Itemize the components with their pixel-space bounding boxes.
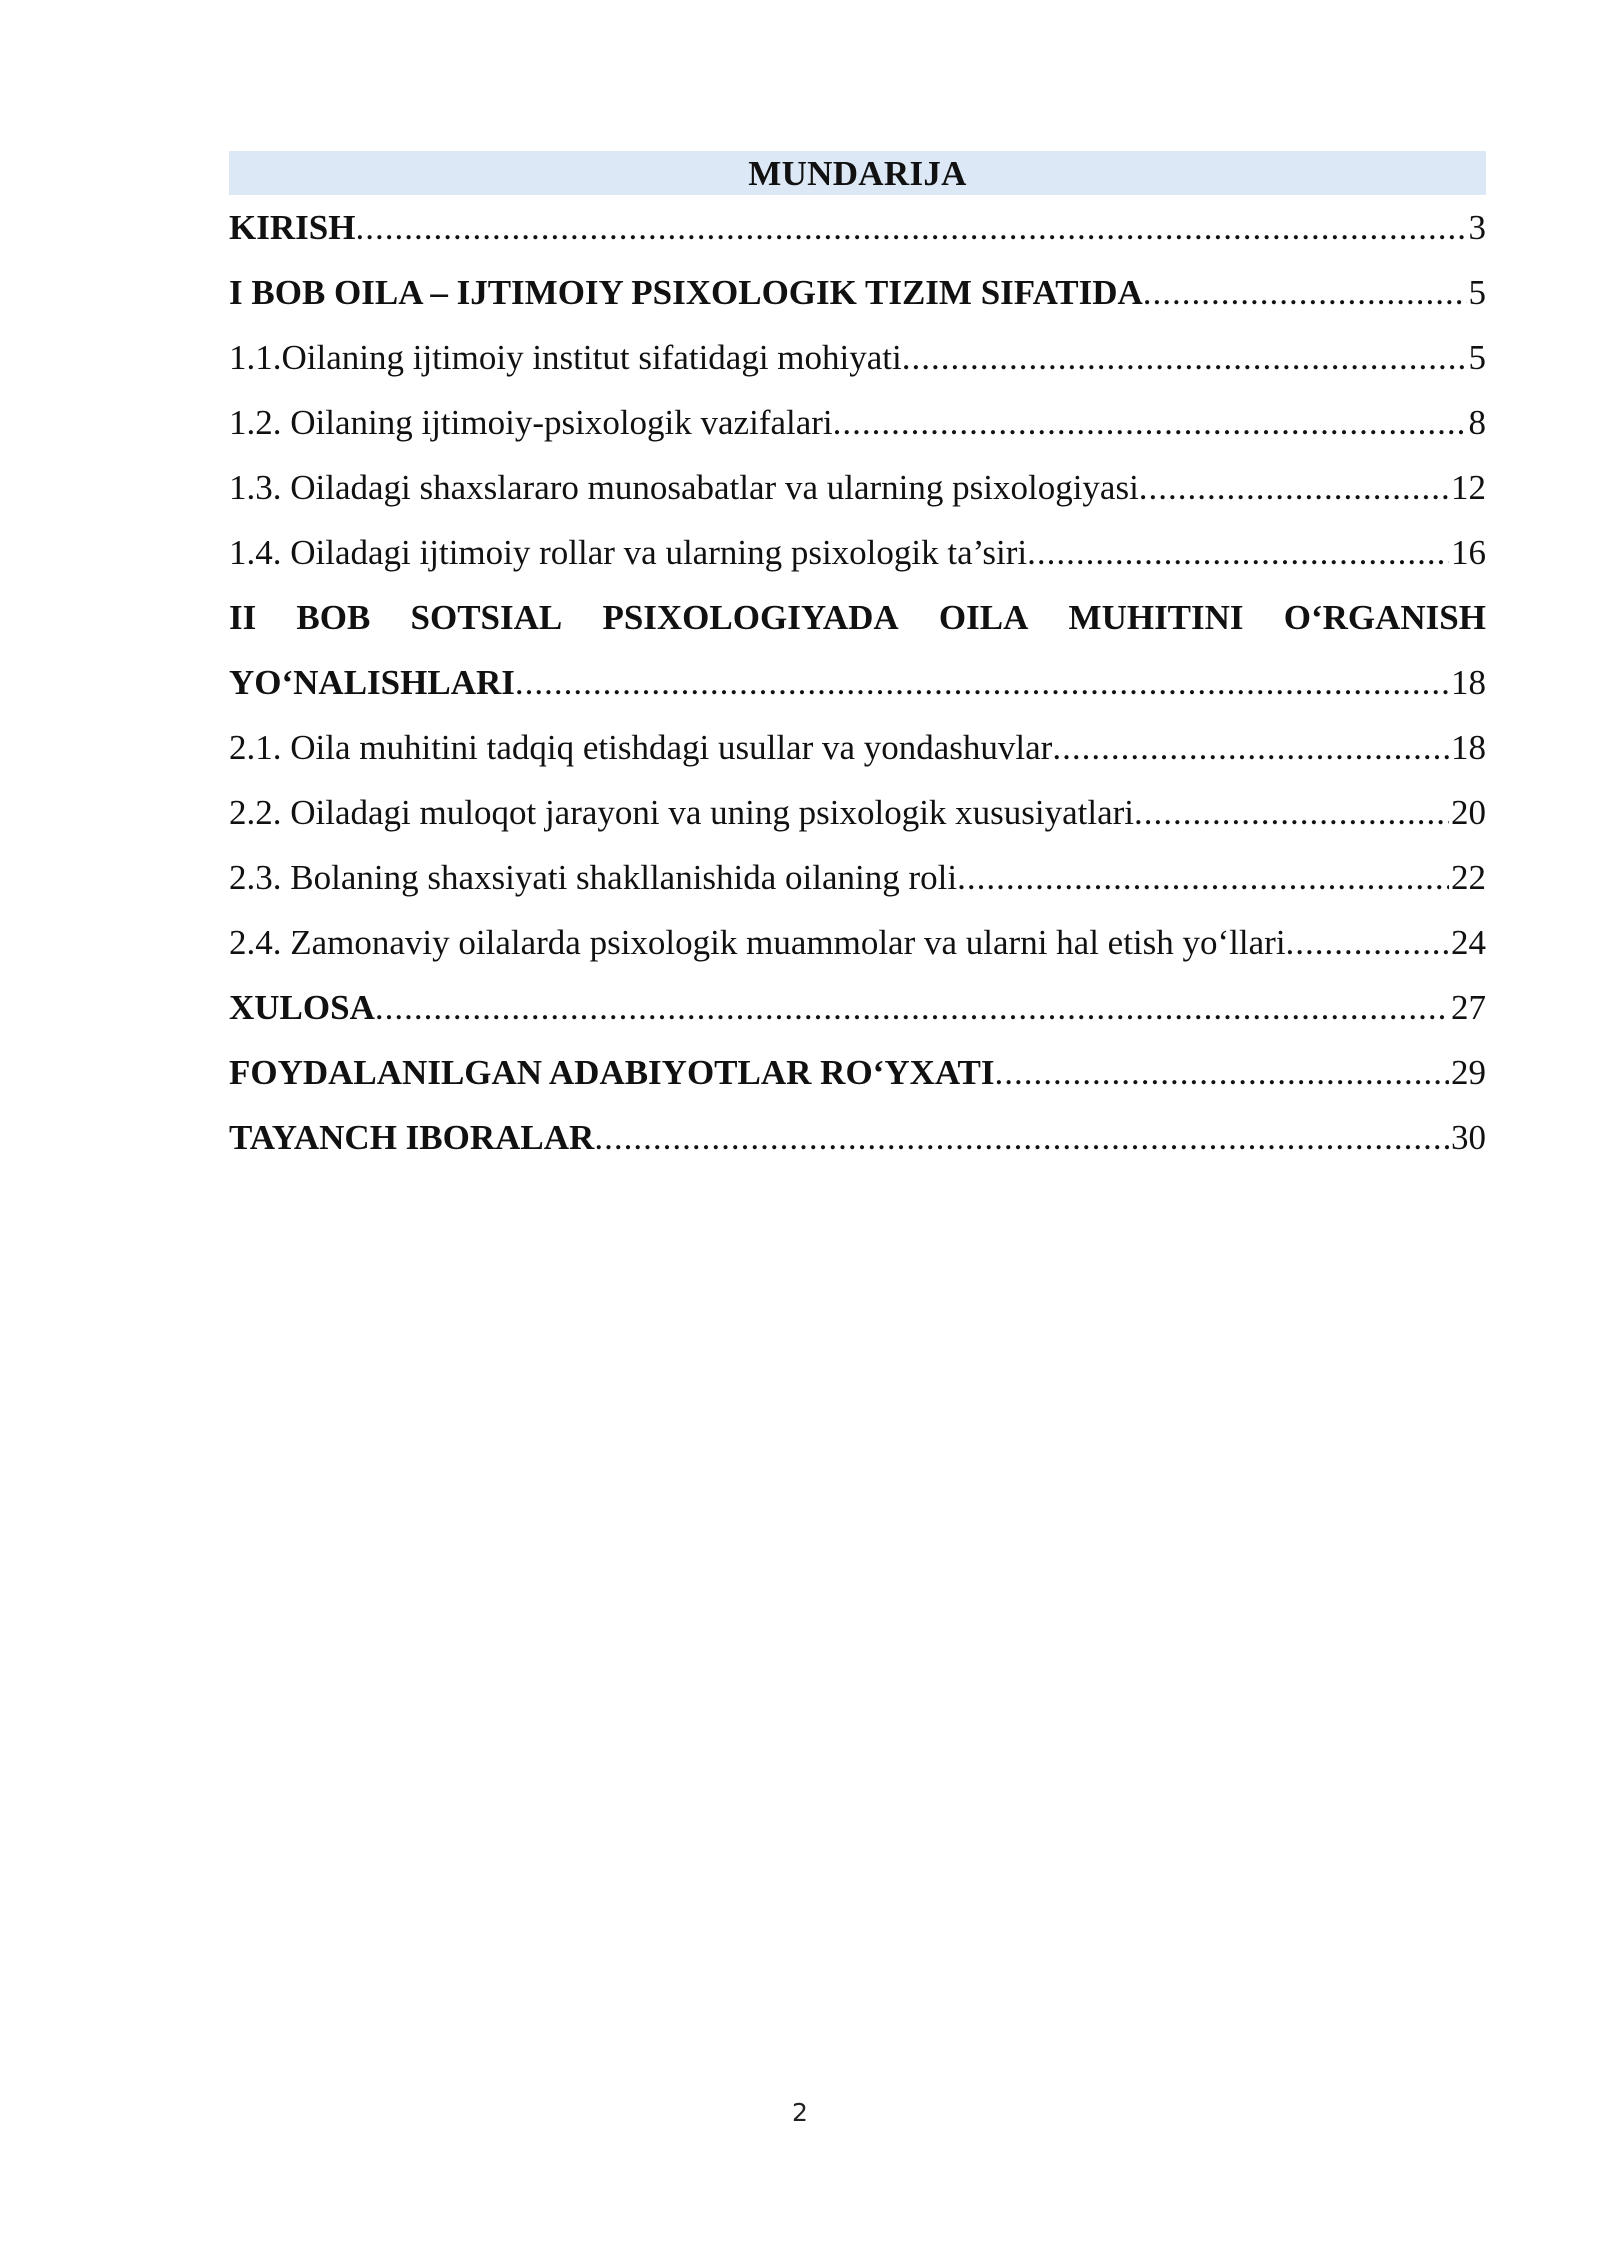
toc-entry-word: II <box>229 598 257 637</box>
toc-entry-word: BOB <box>296 598 371 637</box>
toc-list <box>229 195 1486 1170</box>
toc-entry-page: 18 <box>1451 663 1486 702</box>
toc-entry-label: 1.3. Oiladagi shaxslararo munosabatlar va ularning psixologiyasi <box>229 468 1139 507</box>
toc-entry-page: 5 <box>1468 273 1486 312</box>
toc-entry[interactable] <box>229 975 1486 1040</box>
toc-entry-page: 24 <box>1451 923 1486 962</box>
toc-entry-label: TAYANCH IBORALAR <box>229 1118 595 1157</box>
toc-entry-label: 2.4. Zamonaviy oilalarda psixologik muammolar va ularni hal etish yo‘llari <box>229 923 1286 962</box>
toc-entry-word: MUHITINI <box>1068 598 1244 637</box>
toc-dot-leader <box>355 195 1466 260</box>
toc-entry-page: 3 <box>1468 208 1486 247</box>
toc-entry-page: 5 <box>1468 338 1486 377</box>
toc-entry[interactable] <box>229 1105 1486 1170</box>
toc-dot-leader <box>957 845 1449 910</box>
toc-entry-page: 16 <box>1451 533 1486 572</box>
toc-entry[interactable] <box>229 910 1486 975</box>
toc-entry[interactable] <box>229 845 1486 910</box>
toc-entry[interactable] <box>229 325 1486 390</box>
table-of-contents <box>229 151 1486 1170</box>
toc-dot-leader <box>1052 715 1449 780</box>
toc-dot-leader <box>594 1105 1449 1170</box>
toc-dot-leader <box>1286 910 1449 975</box>
toc-entry-page: 27 <box>1451 988 1486 1027</box>
toc-entry-word: O‘RGANISH <box>1283 598 1486 637</box>
toc-entry-label: 1.2. Oilaning ijtimoiy-psixologik vazifalari <box>229 403 833 442</box>
toc-dot-leader <box>375 975 1449 1040</box>
toc-entry[interactable] <box>229 715 1486 780</box>
toc-entry[interactable] <box>229 195 1486 260</box>
toc-entry[interactable] <box>229 650 1486 715</box>
toc-entry-word: SOTSIAL <box>410 598 563 637</box>
toc-entry-page: 18 <box>1451 728 1486 767</box>
toc-entry-label: 2.2. Oiladagi muloqot jarayoni va uning psixologik xususiyatlari <box>229 793 1135 832</box>
toc-entry-page: 22 <box>1451 858 1486 897</box>
toc-entry[interactable] <box>229 390 1486 455</box>
toc-dot-leader <box>902 325 1467 390</box>
toc-entry-label: 2.3. Bolaning shaxsiyati shakllanishida oilaning roli <box>229 858 958 897</box>
toc-entry[interactable] <box>229 520 1486 585</box>
toc-dot-leader <box>1027 520 1449 585</box>
toc-entry-label: FOYDALANILGAN ADABIYOTLAR RO‘YXATI <box>229 1053 995 1092</box>
toc-entry[interactable] <box>229 455 1486 520</box>
toc-dot-leader <box>1134 780 1449 845</box>
toc-entry-label: XULOSA <box>229 988 375 1027</box>
toc-dot-leader <box>995 1040 1449 1105</box>
toc-entry-label: KIRISH <box>229 208 356 247</box>
toc-entry-label: 2.1. Oila muhitini tadqiq etishdagi usullar va yondashuvlar <box>229 728 1053 767</box>
page-number: 2 <box>792 2098 808 2127</box>
toc-entry-page: 20 <box>1451 793 1486 832</box>
toc-entry-word: PSIXOLOGIYADA <box>602 598 899 637</box>
toc-entry-label: YO‘NALISHLARI <box>229 663 515 702</box>
toc-dot-leader <box>833 390 1467 455</box>
toc-entry-page: 12 <box>1451 468 1486 507</box>
toc-entry-label: 1.1.Oilaning ijtimoiy institut sifatidagi mohiyati <box>229 338 902 377</box>
toc-heading: MUNDARIJA <box>229 151 1486 195</box>
toc-dot-leader <box>515 650 1449 715</box>
toc-entry-page: 29 <box>1451 1053 1486 1092</box>
toc-entry-word: OILA <box>938 598 1029 637</box>
toc-entry[interactable] <box>229 780 1486 845</box>
toc-dot-leader <box>1139 455 1449 520</box>
toc-entry[interactable] <box>229 1040 1486 1105</box>
toc-entry-page: 30 <box>1451 1118 1486 1157</box>
toc-entry-label: I BOB OILA – IJTIMOIY PSIXOLOGIK TIZIM SIFATIDA <box>229 273 1143 312</box>
toc-entry-label: 1.4. Oiladagi ijtimoiy rollar va ularning psixologik ta’siri <box>229 533 1028 572</box>
toc-entry-page: 8 <box>1468 403 1486 442</box>
toc-entry-line[interactable] <box>229 585 1486 650</box>
toc-entry[interactable] <box>229 260 1486 325</box>
toc-dot-leader <box>1143 260 1467 325</box>
